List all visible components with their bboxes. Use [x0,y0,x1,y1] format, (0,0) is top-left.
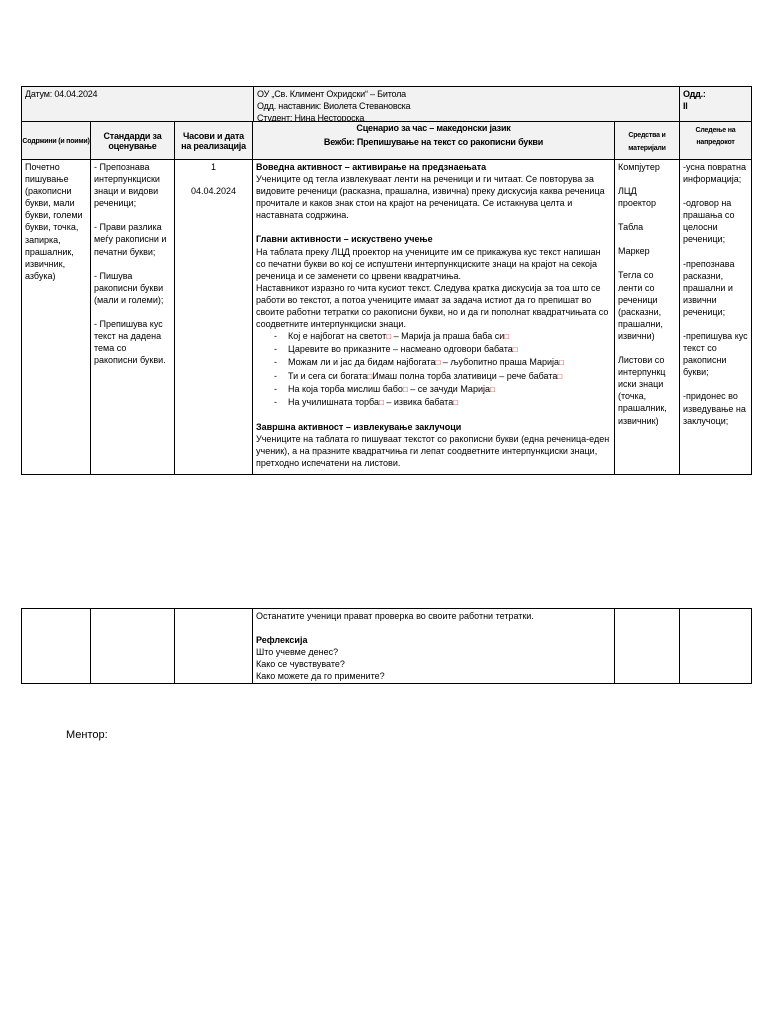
standard-item: - Препознава интерпункциски знаци и видови реченици; [94,162,160,209]
hours-number: 1 [210,162,216,172]
col-content-header: Содржини (и поими) [22,122,91,160]
sentence-item: - Царевите во приказните – насмеано одговори бабата□ [274,343,611,356]
content-cell [22,160,91,475]
standards-cell [91,160,175,475]
progress-cell [680,160,752,475]
materials-cell [615,160,680,475]
sentence-item: - На која торба мислиш бабо□ – се зачуди Марија□ [274,383,611,396]
col-hours-header: Часови и дата на реализација [175,122,253,160]
scenario-cell [253,160,615,475]
material-item: Тегла со ленти со реченици (расказни, прашални, извични) [618,270,663,341]
reflection-question: Како се чувствувате? [256,659,345,670]
continuation-empty-cell [175,609,253,684]
material-item: Маркер [618,246,650,257]
main-text-1: На таблата преку ЛЦД проектор на учениците им се прикажува кус текст напишан со печатни букви во кој се испуштени интерпункциските знаци на крајот на секоја реченица и се заменети со црвени квадратчиња. [256,246,601,281]
continuation-empty-cell [680,609,752,684]
teacher-name: Одд. наставник: Виолета Стевановска [257,101,411,112]
class-label: Одд.: [683,89,706,99]
continuation-empty-cell [91,609,175,684]
progress-item: -препознава расказни, прашални и извични реченици; [683,258,735,317]
sentence-item: - На училишната торба□ – извика бабата□ [274,396,611,409]
main-text-2: Наставникот изразно го чита кусиот текст. Следува кратка дискусија за тоа што се работи во текстот, а потоа учениците имаат за задача истиот да го препишат во своите работни тетратки со ракописни букви, но и да ги пополнат квадратчињата со соодветните интерпункциски знаци. [256,282,609,330]
material-item: ЛЦД проектор [618,186,656,209]
intro-text: Учениците од тегла извлекуваат ленти на реченици и ги читаат. Се повторува за видовите реченици (расказна, прашална, извична) преку дискусија каква реченица прочитале и каков знак стои на крајот на реченицата. Се истакнува целта и наставната содржина. [256,174,605,221]
main-title: Главни активности – искуствено учење [256,234,433,245]
hours-date: 04.04.2024 [190,186,237,197]
date: Датум: 04.04.2024 [25,89,98,99]
class-value: II [683,101,688,112]
progress-item: -придонес во изведување на заклучоци; [683,391,746,426]
progress-item: -одговор на прашања со целосни реченици; [683,198,735,245]
progress-item: -усна повратна информација; [683,162,746,185]
material-item: Компјутер [618,162,660,172]
final-text: Учениците на таблата го пишуваат текстот со ракописни букви (една реченица-еден ученик), а на празните квадратчиња ги лепат соодветните интерпункциски знаци, претходно испечатени на листови. [256,433,610,469]
progress-item: -препишува кус текст со ракописни букви; [683,331,748,378]
scenario-subtitle: Вежби: Препишување на текст со ракописни букви [323,137,544,147]
col-progress-header: Следење на напредокот [680,122,752,160]
material-item: Листови со интерпункц иски знаци (точка, прашалник, извичник) [618,355,667,426]
material-item: Табла [618,222,644,233]
check-text: Останатите ученици прават проверка во своите работни тетратки. [256,611,534,621]
final-title: Завршна активност – извлекување заклучоци [256,421,462,432]
col-materials-header: Средства и материјали [615,122,680,160]
standard-item: - Прави разлика меѓу ракописни и печатни букви; [94,222,167,257]
lesson-table [21,121,752,475]
student-name: Студент: Нина Несторoска [257,113,365,124]
continuation-empty-cell [22,609,91,684]
sentence-list [256,330,611,409]
school-name: ОУ „Св. Климент Охридски“ – Битола [257,89,406,99]
standard-item: - Препишува кус текст на дадена тема со ракописни букви. [94,318,166,366]
intro-title: Воведна активност – активирање на предзнаењата [256,162,487,172]
sentence-item: - Кој е најбогат на светот□ – Марија ја праша баба си□ [274,330,611,343]
reflection-title: Рефлексија [256,635,308,646]
mentor-label: Ментор: [66,729,108,741]
continuation-table [21,608,752,684]
reflection-question: Како можете да го примените? [256,671,385,682]
content-text: Почетно пишување (ракописни букви, мали букви, големи букви, точка, запирка, прашалник, извичник, азбука) [25,162,83,281]
sentence-item: - Можам ли и јас да бидам најбогата□ – љубопитно праша Марија□ [274,356,611,369]
date-cell [22,87,254,126]
col-scenario-header [253,122,615,160]
col-standards-header: Стандарди за оценување [91,122,175,160]
reflection-question: Што учевме денес? [256,647,339,658]
school-cell [254,87,680,126]
continuation-empty-cell [615,609,680,684]
standard-item: - Пишува ракописни букви (мали и големи); [94,270,164,305]
continuation-scenario-cell [253,609,615,684]
scenario-title: Сценарио за час – македонски јазик [356,123,511,133]
hours-cell [175,160,253,475]
class-cell [680,87,752,126]
sentence-item: - Ти и сега си богата□Имаш полна торба злативици – рече бабата□ [274,370,611,383]
